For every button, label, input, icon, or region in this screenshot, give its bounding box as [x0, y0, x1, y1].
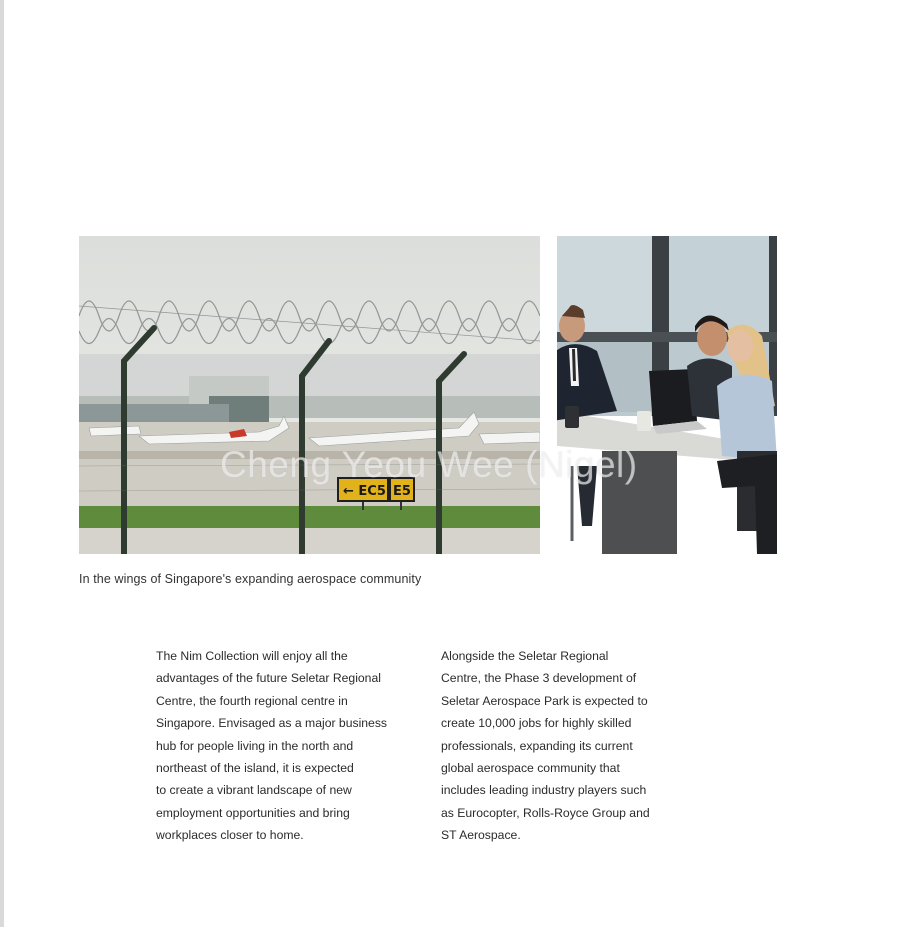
sign-arrow-label: ← EC5	[343, 484, 386, 499]
page-edge-shadow	[0, 0, 4, 927]
text-line: Singapore. Envisaged as a major business	[156, 716, 388, 731]
text-line: Centre, the Phase 3 development of	[441, 671, 637, 686]
text-line: professionals, expanding its current	[441, 738, 633, 753]
text-line: Seletar Aerospace Park is expected to	[441, 693, 648, 708]
meeting-photo	[557, 236, 777, 554]
watermark: Cheng Yeou Wee (Nigel)	[220, 444, 638, 485]
photo-caption: In the wings of Singapore's expanding aerospace community	[79, 572, 422, 586]
text-line: advantages of the future Seletar Regional	[156, 671, 381, 686]
text-line: northeast of the island, it is expected	[156, 761, 354, 776]
text-line: as Eurocopter, Rolls-Royce Group and	[441, 805, 650, 820]
text-line: global aerospace community that	[441, 761, 620, 776]
text-line: employment opportunities and bring	[156, 805, 350, 820]
right-paragraph	[441, 645, 706, 847]
text-line: hub for people living in the north and	[156, 738, 354, 753]
left-paragraph	[156, 645, 421, 847]
text-line: ST Aerospace.	[441, 828, 521, 843]
airfield-photo-drawing	[79, 236, 540, 554]
text-line: create 10,000 jobs for highly skilled	[441, 716, 632, 731]
airfield-photo	[79, 236, 540, 554]
text-line: workplaces closer to home.	[156, 828, 304, 843]
sign-box-label: E5	[393, 484, 411, 499]
meeting-photo-drawing	[557, 236, 777, 554]
text-line: includes leading industry players such	[441, 783, 647, 798]
body-column-right	[441, 645, 706, 847]
text-line: Centre, the fourth regional centre in	[156, 693, 348, 708]
text-line: Alongside the Seletar Regional	[441, 649, 609, 663]
body-column-left	[156, 645, 421, 847]
text-line: to create a vibrant landscape of new	[156, 783, 352, 798]
text-line: The Nim Collection will enjoy all the	[156, 649, 348, 663]
